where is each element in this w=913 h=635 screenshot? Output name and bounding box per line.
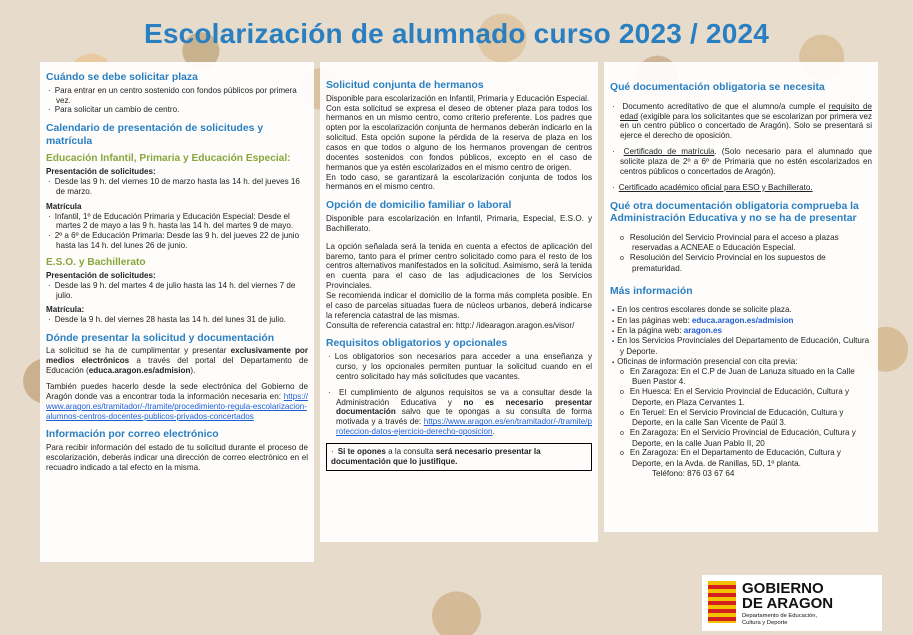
text-span: En las páginas web: xyxy=(617,315,692,325)
text-span: En la página web: xyxy=(617,326,684,336)
label-eso-presentacion: Presentación de solicitudes: xyxy=(46,271,156,281)
section-heading-requisitos: Requisitos obligatorios y opcionales xyxy=(326,338,508,350)
section-heading-hermanos: Solicitud conjunta de hermanos xyxy=(326,80,484,91)
logo-dept-line2: Cultura y Deporte xyxy=(742,619,788,626)
domicilio-p4: Consulta de referencia catastral en: http:/ /idearagon.aragon.es/visor/ xyxy=(326,320,575,330)
text-span: También puedes hacerlo desde la sede electrónica del Gobierno de Aragón donde vas a encontrar toda la información necesaria en: xyxy=(46,381,308,401)
list-item xyxy=(336,388,592,437)
domicilio-p1: Disponible para escolarización en Infantil, Primaria, Especial, E.S.O. y Bachillerato. xyxy=(326,213,592,233)
logo-name xyxy=(742,581,833,611)
text-span-bold: exclusivamente por medios electrónicos xyxy=(46,346,309,366)
column-right xyxy=(604,62,878,532)
educa-admision-text: educa.aragon.es/admision xyxy=(88,366,191,376)
correo-paragraph: Para recibir información del estado de tu solicitud durante el proceso de escolarización, deberás indicar una dirección de correo electrónico en el recuadro indicado a tal efecto en la misma. xyxy=(46,443,308,472)
section-heading-donde: Dónde presentar la solicitud y documentación xyxy=(46,332,275,344)
subheading-infantil: Educación Infantil, Primaria y Educación Especial: xyxy=(46,152,291,164)
label-eso-matricula: Matrícula: xyxy=(46,304,85,314)
text-span-bold: será necesario presentar la documentación que lo justifique. xyxy=(331,446,541,466)
list-item: o En Teruel: En el Servicio Provincial de Educación, Cultura y Deporte, en la calle San Vicente de Paúl 3. xyxy=(632,408,872,428)
text-span: La solicitud se ha de cumplimentar y presentar xyxy=(46,346,231,356)
offices-list xyxy=(610,367,872,469)
doc-list xyxy=(610,102,872,141)
column-left xyxy=(40,62,314,562)
aragon-flag-icon xyxy=(708,581,736,623)
list-item: ▪ Oficinas de información presencial con cita previa: xyxy=(620,357,872,367)
text-span: . (Solo necesario para el alumnado que solicite plaza de 2º a 6º de Primaria que no estén escolarizados en centros públicos o concertados de Aragón). xyxy=(620,147,872,176)
list-item: o En Zaragoza: En el Servicio Provincial de Educación, Cultura y Deporte, en la calle Juan Pablo II, 20 xyxy=(632,428,872,448)
text-span: El cumplimiento de algunos requisitos se va a consultar desde la Administración Educativa y xyxy=(336,387,593,407)
doc-list-2 xyxy=(610,147,872,177)
list-item: · Infantil, 1º de Educación Primaria y Educación Especial: Desde el martes 2 de mayo a las 9 h. hasta las 14 h. del martes 9 de mayo. xyxy=(56,212,308,232)
list-item: · Para solicitar un cambio de centro. xyxy=(56,105,308,115)
text-span: ). xyxy=(190,366,196,376)
text-span: (exigible para los solicitantes que se escolarizan por primera vez en un centro público o concertado de Aragón). Solo se presentará si ejerce el derecho de oposición. xyxy=(620,111,872,141)
list-item xyxy=(617,315,872,326)
section-heading-calendario: Calendario de presentación de solicitudes y matrícula xyxy=(46,123,264,147)
requisitos-list-2 xyxy=(326,388,592,437)
list-item xyxy=(620,147,872,177)
eso-presentacion-list xyxy=(46,281,308,301)
text-span: . xyxy=(492,427,495,437)
text-span: a través del portal del Departamento de Educación ( xyxy=(46,356,308,376)
list-item xyxy=(620,183,872,193)
educa-admision-link[interactable]: educa.aragon.es/admision xyxy=(691,315,794,325)
phone-number: Teléfono: 876 03 67 64 xyxy=(652,468,735,478)
aragon-es-link[interactable]: aragon.es xyxy=(683,326,722,336)
mas-info-list xyxy=(610,305,872,366)
list-item xyxy=(620,102,872,141)
list-item: o Resolución del Servicio Provincial para el acceso a plazas reservadas a ACNEAE o Educación Especial. xyxy=(632,233,872,253)
list-item: · Desde la 9 h. del viernes 28 hasta las 14 h. del lunes 31 de julio. xyxy=(56,315,308,325)
requisitos-list xyxy=(326,352,592,382)
logo-line2: DE ARAGON xyxy=(742,595,834,612)
list-item: ▪ En los centros escolares donde se solicite plaza. xyxy=(620,305,872,315)
list-item: ▪ En los Servicios Provinciales del Departamento de Educación, Cultura y Deporte. xyxy=(620,336,872,356)
list-item: · Desde las 9 h. del martes 4 de julio hasta las 14 h. del viernes 7 de julio. xyxy=(56,281,308,301)
otra-list xyxy=(610,233,872,274)
section-heading-correo: Información por correo electrónico xyxy=(46,429,219,441)
list-item: · 2º a 6º de Educación Primaria: Desde las 9 h. del jueves 22 de junio hasta las 14 h. del lunes 26 de junio. xyxy=(56,231,308,251)
list-item: · Desde las 9 h. del viernes 10 de marzo hasta las 14 h. del jueves 16 de marzo. xyxy=(56,177,308,197)
domicilio-p2: La opción señalada será la tenida en cuenta a efectos de aplicación del baremo, tanto para el primer centro solicitado como para el resto de los centros alternativos manifestados en la solicitud. Asimismo, será la tenida en cuenta para el caso de las adjudicaciones de los Servicios Provinciales. xyxy=(326,241,592,291)
text-span-bold: Si te opones xyxy=(337,446,386,456)
list-item: · Para entrar en un centro sostenido con fondos públicos por primera vez. xyxy=(56,86,308,106)
sede-link[interactable]: https://www.aragon.es/tramitador/-/tramite/procedimiento-regula-escolarizacion-alumnos-centros-docentes-publicos-privados-concertados xyxy=(46,391,308,421)
section-heading-cuando: Cuándo se debe solicitar plaza xyxy=(46,72,198,83)
donde-paragraph xyxy=(46,346,308,376)
section-heading-documentacion: Qué documentación obligatoria se necesita xyxy=(610,82,825,93)
section-heading-mas-info: Más información xyxy=(610,285,693,297)
list-item: o En Huesca: En el Servicio Provincial de Educación, Cultura y Deporte, en Plaza Cervantes 1. xyxy=(632,387,872,407)
hermanos-p3: En todo caso, se garantizará la escolarización conjunta de todos los hermanos en el mismo centro. xyxy=(326,172,592,192)
hermanos-p2: Con esta solicitud se expresa el deseo de obtener plaza para todos los hermanos en un mismo centro, como criterio preferente. Los padres que opten por la escolarización conjunta de hermanos deberán indicarlo en la solicitud. Esta opción supone la pérdida de la reserva de plaza en los casos en que todos o alguno de los hermanos provengan de centros docentes sostenidos con fondos públicos, excepto en el caso de hermanos que ya estén escolarizados en el mismo centro de origen. xyxy=(326,103,592,172)
column-center xyxy=(320,62,598,542)
text-span: a la consulta xyxy=(385,446,436,456)
presentacion-list xyxy=(46,177,308,197)
logo-department xyxy=(742,613,817,626)
domicilio-p3: Se recomienda indicar el domicilio de la forma más completa posible. En el caso de parcelas situadas fuera de núcleos urbanos, deberá indicarse la referencia catastral de las mismas. xyxy=(326,290,592,320)
gobierno-aragon-logo xyxy=(702,575,882,631)
list-item: · Los obligatorios son necesarios para acceder a una enseñanza y curso, y los opcionales permiten puntuar la solicitud cuando en el centro solicitado hay más solicitudes que vacantes. xyxy=(336,352,592,382)
subheading-eso: E.S.O. y Bachillerato xyxy=(46,256,146,268)
list-item: o En Zaragoza: En el Departamento de Educación, Cultura y Deporte, en la Avda. de Ranillas, 5D, 1º planta. xyxy=(632,448,872,468)
logo-dept-line1: Departamento de Educación, xyxy=(742,613,818,619)
cuando-list xyxy=(46,86,308,116)
matricula-list xyxy=(46,212,308,251)
label-presentacion: Presentación de solicitudes: xyxy=(46,167,156,177)
page-title: Escolarización de alumnado curso 2023 / 2024 xyxy=(143,18,770,49)
logo-line1: GOBIERNO xyxy=(742,580,824,597)
text-span-underlined: requisito de edad xyxy=(620,101,873,121)
text-span: Documento acreditativo de que el alumno/a cumple el xyxy=(622,101,829,111)
section-heading-domicilio: Opción de domicilio familiar o laboral xyxy=(326,200,512,212)
text-span: salvo que te opongas a su consulta de forma motivada y a través de: xyxy=(336,407,592,427)
sede-paragraph xyxy=(46,382,308,421)
list-item xyxy=(617,326,872,336)
text-span-bold: no es necesario presentar documentación xyxy=(336,397,592,417)
oposicion-link[interactable]: https://www.aragon.es/en/tramitador/-/tramite/proteccion-datos-ejercicio-derecho-oposicion xyxy=(336,417,592,437)
text-span-underlined: Certificado de matrícula xyxy=(623,147,715,157)
list-item: o En Zaragoza: En el C.P de Juan de Lanuza situado en la Calle Buen Pastor 4. xyxy=(632,367,872,387)
eso-matricula-list xyxy=(46,315,308,325)
doc-list-3 xyxy=(610,183,872,193)
opposition-notice-box: · Si te opones a la consulta será necesario presentar la documentación que lo justifique. xyxy=(326,443,592,471)
list-item: o Resolución del Servicio Provincial en los supuestos de prematuridad. xyxy=(632,253,872,273)
section-heading-otra: Qué otra documentación obligatoria comprueba la Administración Educativa y no se ha de presentar xyxy=(610,200,859,225)
label-matricula: Matrícula xyxy=(46,201,82,211)
text-span-underlined: Certificado académico oficial para ESO y Bachillerato. xyxy=(618,182,813,192)
hermanos-p1: Disponible para escolarización en Infantil, Primaria y Educación Especial. xyxy=(326,93,590,103)
